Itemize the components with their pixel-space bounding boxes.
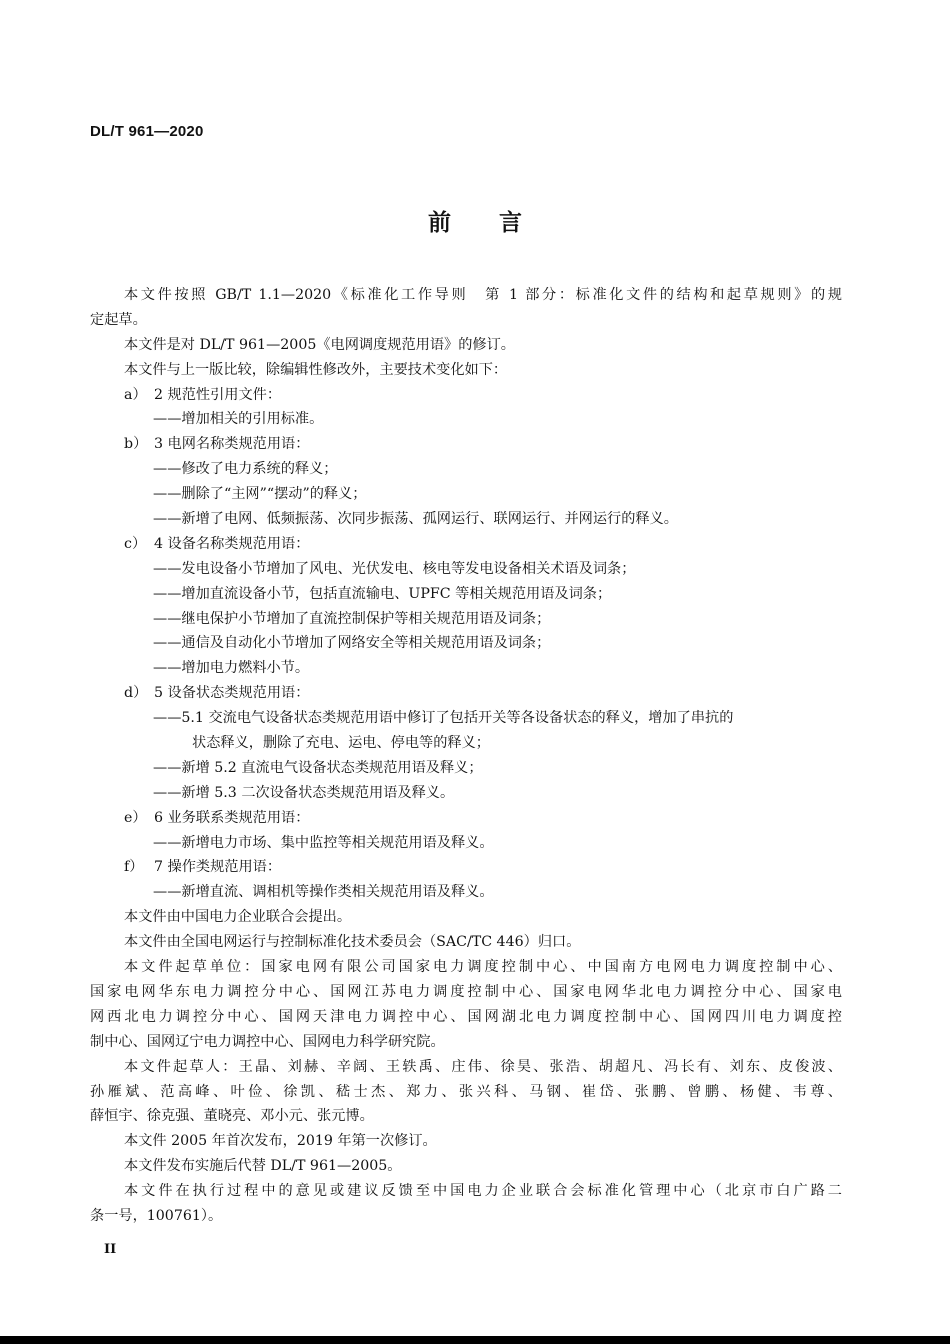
sub-item: ——5.1 交流电气设备状态类规范用语中修订了包括开关等各设备状态的释义，增加了串抗的 (153, 710, 734, 727)
sub-item: ——新增直流、调相机等操作类相关规范用语及释义。 (153, 884, 494, 901)
paragraph-line: 本文件是对 DL/T 961—2005《电网调度规范用语》的修订。 (124, 336, 515, 353)
paragraph-line: 本文件与上一版比较，除编辑性修改外，主要技术变化如下： (124, 361, 508, 378)
sub-item: ——新增了电网、低频振荡、次同步振荡、孤网运行、联网运行、并网运行的释义。 (153, 511, 678, 528)
sub-item: ——修改了电力系统的释义； (153, 461, 338, 478)
paragraph-line: 条一号，100761）。 (90, 1207, 223, 1224)
sub-item: ——增加直流设备小节，包括直流输电、UPFC 等相关规范用语及词条； (153, 585, 612, 602)
replaces-paragraph: 本文件发布实施后代替 DL/T 961—2005。 (124, 1158, 402, 1175)
paragraph-line: 国家电网华东电力调控分中心、国网江苏电力调度控制中心、国家电网华北电力调控分中心、国家电 (90, 983, 842, 1000)
page-number: II (104, 1242, 117, 1257)
paragraph-line: 本文件在执行过程中的意见或建议反馈至中国电力企业联合会标准化管理中心（北京市白广路二 (124, 1183, 842, 1200)
paragraph-line: 定起草。 (90, 311, 147, 328)
sub-item: ——增加相关的引用标准。 (153, 411, 324, 428)
paragraph-line: 本文件起草人：王晶、刘赫、辛阔、王轶禹、庄伟、徐昊、张浩、胡超凡、冯长有、刘东、皮俊波、 (124, 1058, 842, 1075)
sub-item: ——增加电力燃料小节。 (153, 660, 310, 677)
paragraph-line: 本文件起草单位：国家电网有限公司国家电力调度控制中心、中国南方电网电力调度控制中心、 (124, 959, 842, 976)
history-paragraph: 本文件 2005 年首次发布，2019 年第一次修订。 (124, 1133, 437, 1150)
item-label: e） (124, 809, 147, 826)
sub-item: ——新增电力市场、集中监控等相关规范用语及释义。 (153, 834, 494, 851)
paragraph-line: 制中心、国网辽宁电力调控中心、国网电力科学研究院。 (90, 1033, 445, 1050)
item-label: c） (124, 535, 147, 552)
sub-item: ——新增 5.2 直流电气设备状态类规范用语及释义； (153, 759, 483, 776)
page-bottom-border (0, 1336, 950, 1344)
sub-item-continuation: 状态释义，删除了充电、运电、停电等的释义； (192, 735, 490, 752)
item-text: 4 设备名称类规范用语： (154, 535, 310, 552)
drafters-paragraph (90, 1055, 842, 1130)
paragraph-line: 网西北电力调控分中心、国网天津电力调控中心、国网湖北电力调度控制中心、国网四川电力调度控 (90, 1008, 842, 1025)
item-text: 5 设备状态类规范用语： (154, 685, 310, 702)
paragraph-line: 孙雁斌、范高峰、叶俭、徐凯、嵇士杰、郑力、张兴科、马钢、崔岱、张鹏、曾鹏、杨健、韦尊、 (90, 1083, 842, 1100)
foreword-body (90, 283, 842, 1229)
change-item-d (90, 681, 842, 805)
item-label: f） (124, 859, 144, 876)
page-title: 前言 (428, 209, 570, 236)
sub-item: ——继电保护小节增加了直流控制保护等相关规范用语及词条； (153, 610, 551, 627)
sub-item: ——删除了“主网”“摆动”的释义； (153, 486, 367, 503)
item-text: 7 操作类规范用语： (154, 859, 282, 876)
change-item-b (90, 432, 842, 532)
item-label: a） (124, 386, 147, 403)
change-item-a (90, 383, 842, 433)
sub-item: ——新增 5.3 二次设备状态类规范用语及释义。 (153, 784, 455, 801)
item-label: d） (124, 685, 148, 702)
item-label: b） (124, 436, 148, 453)
paragraph-line: 本文件按照 GB/T 1.1—2020《标准化工作导则 第 1 部分：标准化文件的结构和起草规则》的规 (124, 287, 842, 303)
item-text: 3 电网名称类规范用语： (154, 436, 310, 453)
sub-item: ——发电设备小节增加了风电、光伏发电、核电等发电设备相关术语及词条； (153, 560, 636, 577)
change-item-c (90, 532, 842, 681)
change-item-e (90, 806, 842, 856)
proposer-paragraph: 本文件由中国电力企业联合会提出。 (124, 909, 352, 926)
document-code: DL/T 961—2020 (90, 123, 204, 140)
item-text: 2 规范性引用文件： (154, 386, 282, 403)
change-item-f (90, 855, 842, 905)
item-text: 6 业务联系类规范用语： (154, 809, 310, 826)
sub-item: ——通信及自动化小节增加了网络安全等相关规范用语及词条； (153, 635, 551, 652)
paragraph-line: 薛恒宇、徐克强、董晓亮、邓小元、张元博。 (90, 1108, 374, 1125)
drafting-units-paragraph (90, 955, 842, 1055)
feedback-paragraph (90, 1179, 842, 1229)
custodian-paragraph: 本文件由全国电网运行与控制标准化技术委员会（SAC/TC 446）归口。 (124, 934, 581, 951)
